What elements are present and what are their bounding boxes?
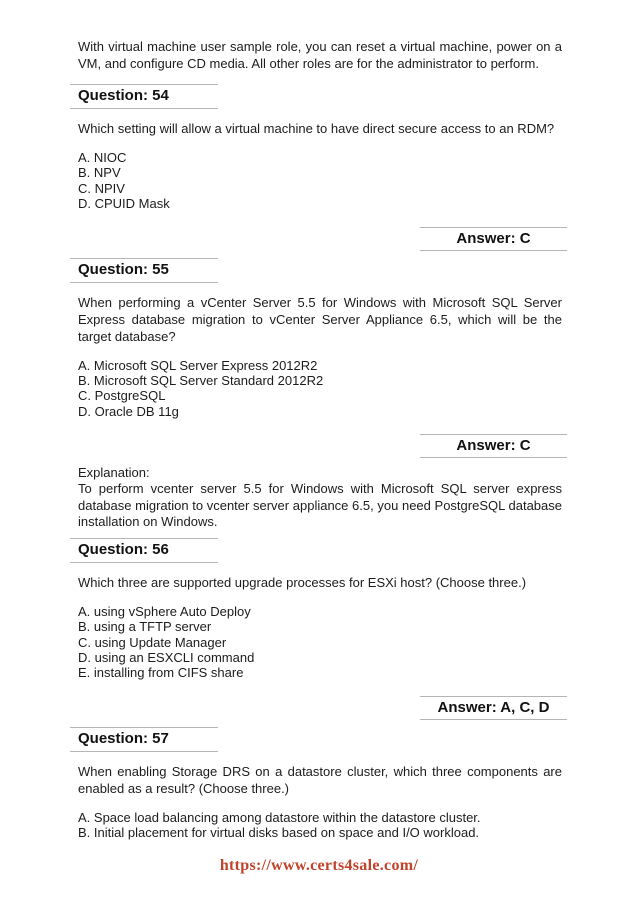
option-b: B. Initial placement for virtual disks based on space and I/O workload. <box>78 825 480 841</box>
footer-url-link[interactable]: https://www.certs4sale.com/ <box>219 857 419 874</box>
question-55-answer-row <box>78 434 567 458</box>
answer-badge: Answer: C <box>420 227 567 251</box>
option-c: C. PostgreSQL <box>78 388 166 404</box>
option-d: D. CPUID Mask <box>78 196 170 212</box>
question-56-text: Which three are supported upgrade processes for ESXi host? (Choose three.) <box>78 574 527 590</box>
question-57-section <box>78 727 562 841</box>
intro-paragraph: With virtual machine user sample role, you can reset a virtual machine, power on a VM, and configure CD media. All other roles are for the administrator to perform. <box>78 39 562 71</box>
question-55-options <box>78 358 562 420</box>
question-56-header: Question: 56 <box>70 538 218 563</box>
option-a: A. Microsoft SQL Server Express 2012R2 <box>78 357 318 373</box>
question-56-options <box>78 604 562 681</box>
question-57-text: When enabling Storage DRS on a datastore cluster, which three components are enabled as a result? (Choose three.) <box>78 763 562 796</box>
question-54-text: Which setting will allow a virtual machine to have direct secure access to an RDM? <box>78 121 555 136</box>
question-55-header: Question: 55 <box>70 258 218 283</box>
question-56-section <box>78 538 562 720</box>
option-b: B. using a TFTP server <box>78 619 212 635</box>
option-b: B. Microsoft SQL Server Standard 2012R2 <box>78 373 324 389</box>
option-a: A. NIOC <box>78 150 127 165</box>
explanation-text: To perform vcenter server 5.5 for Windows with Microsoft SQL server express database migration to vcenter server appliance 6.5, you need PostgreSQL database installation on Windows. <box>78 481 562 530</box>
option-b: B. NPV <box>78 165 121 181</box>
option-c: C. using Update Manager <box>78 634 227 650</box>
option-c: C. NPIV <box>78 180 125 196</box>
question-56-answer-row <box>78 696 567 720</box>
option-a: A. Space load balancing among datastore within the datastore cluster. <box>78 809 481 825</box>
question-54-answer-row <box>78 227 567 251</box>
page-content <box>78 38 562 841</box>
page-footer <box>0 857 638 875</box>
answer-badge: Answer: A, C, D <box>420 696 567 720</box>
question-54-options <box>78 150 562 212</box>
question-54-section <box>78 84 562 251</box>
answer-badge: Answer: C <box>420 434 567 458</box>
question-55-section <box>78 258 562 531</box>
question-54-header: Question: 54 <box>70 84 218 109</box>
option-d: D. Oracle DB 11g <box>78 403 179 419</box>
question-57-options <box>78 810 562 841</box>
option-d: D. using an ESXCLI command <box>78 649 255 665</box>
question-57-header: Question: 57 <box>70 727 218 752</box>
option-e: E. installing from CIFS share <box>78 665 244 681</box>
option-a: A. using vSphere Auto Deploy <box>78 603 251 619</box>
explanation-label: Explanation: <box>78 465 150 481</box>
question-55-text: When performing a vCenter Server 5.5 for Windows with Microsoft SQL Server Express database migration to vCenter Server Appliance 6.5, which will be the target database? <box>78 294 562 344</box>
question-55-explanation <box>78 465 562 531</box>
